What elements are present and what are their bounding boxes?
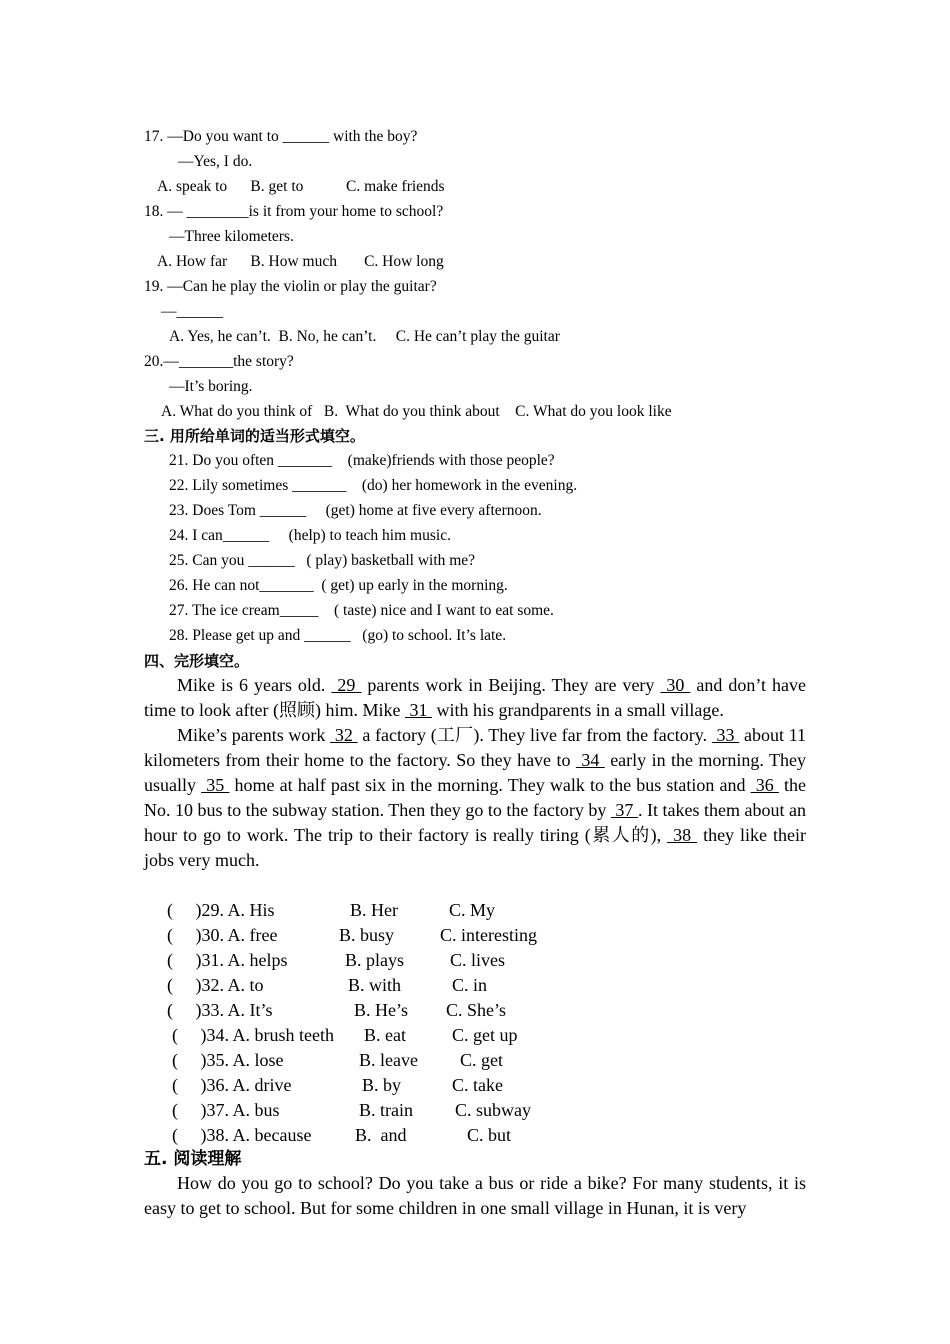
text: Mike’s parents work xyxy=(177,725,331,745)
blank-38: 38 xyxy=(667,825,698,845)
fill-item-28: 28. Please get up and ______ (go) to school. It’s late. xyxy=(169,627,507,644)
reading-passage xyxy=(144,1171,806,1221)
blank-36: 36 xyxy=(750,775,779,795)
blank-29: 29 xyxy=(331,675,362,695)
fill-item-25: 25. Can you ______ ( play) basketball with me? xyxy=(169,552,476,569)
blank-30: 30 xyxy=(660,675,691,695)
choice-35: ( )35. A. lose B. leave C. get xyxy=(172,1050,503,1070)
blank-35: 35 xyxy=(201,775,230,795)
blank-31: 31 xyxy=(404,700,432,720)
blank-37: 37 xyxy=(610,800,638,820)
text: they like their jobs very much. xyxy=(144,825,806,870)
question-18-options: A. How far B. How much C. How long xyxy=(157,253,444,270)
choice-32: ( )32. A. to B. with C. in xyxy=(167,975,488,995)
blank-32: 32 xyxy=(330,725,358,745)
text: home at half past six in the morning. They walk to the bus station and xyxy=(229,775,751,795)
fill-item-26: 26. He can not_______ ( get) up early in the morning. xyxy=(169,577,508,594)
question-19-options: A. Yes, he can’t. B. No, he can’t. C. He can’t play the guitar xyxy=(169,328,560,345)
text: Mike is 6 years old. xyxy=(177,675,332,695)
text: . It takes them about an hour to go to work. The trip to their factory is really tiring (累人的), xyxy=(144,800,807,845)
choice-36: ( )36. A. drive B. by C. take xyxy=(172,1075,503,1095)
text: and don’t have time to look after (照顾) him. Mike xyxy=(144,675,807,720)
choice-33: ( )33. A. It’s B. He’s C. She’s xyxy=(167,1000,507,1020)
question-20-answer: —It’s boring. xyxy=(169,378,253,395)
text: early in the morning. They usually xyxy=(144,750,807,795)
text: the No. 10 bus to the subway station. Then they go to the factory by xyxy=(144,775,806,820)
question-18-answer: —Three kilometers. xyxy=(169,228,294,245)
fill-item-22: 22. Lily sometimes _______ (do) her homework in the evening. xyxy=(169,477,578,494)
section3-heading: 三. 用所给单词的适当形式填空。 xyxy=(144,427,365,445)
cloze-paragraph-1 xyxy=(144,673,806,723)
text: a factory (工厂). They live far from the factory. xyxy=(357,725,712,745)
fill-item-21: 21. Do you often _______ (make)friends with those people? xyxy=(169,452,555,469)
section4-heading: 四、完形填空。 xyxy=(144,652,250,670)
text: parents work in Beijing. They are very xyxy=(361,675,661,695)
question-19: 19. —Can he play the violin or play the guitar? xyxy=(144,278,437,295)
choice-37: ( )37. A. bus B. train C. subway xyxy=(172,1100,531,1120)
question-20-options: A. What do you think of B. What do you think about C. What do you look like xyxy=(161,403,672,420)
question-17-answer: —Yes, I do. xyxy=(178,153,253,170)
cloze-paragraph-2 xyxy=(144,723,806,873)
question-18: 18. — ________is it from your home to school? xyxy=(144,203,444,220)
fill-item-24: 24. I can______ (help) to teach him music. xyxy=(169,527,451,544)
choice-38: ( )38. A. because B. and C. but xyxy=(172,1125,512,1145)
question-17-options: A. speak to B. get to C. make friends xyxy=(157,178,445,195)
text: with his grandparents in a small village. xyxy=(431,700,724,720)
choice-34: ( )34. A. brush teeth B. eat C. get up xyxy=(172,1025,518,1045)
fill-item-23: 23. Does Tom ______ (get) home at five every afternoon. xyxy=(169,502,542,519)
cloze-passage xyxy=(144,673,806,873)
blank-33: 33 xyxy=(711,725,740,745)
question-19-answer: —______ xyxy=(161,303,223,320)
text: about 11 kilometers from their home to the factory. So they have to xyxy=(144,725,807,770)
choice-29: ( )29. A. His B. Her C. My xyxy=(167,900,496,920)
fill-item-27: 27. The ice cream_____ ( taste) nice and I want to eat some. xyxy=(169,602,554,619)
question-20: 20.—_______the story? xyxy=(144,353,294,370)
section5-heading: 五. 阅读理解 xyxy=(144,1149,242,1169)
question-17: 17. —Do you want to ______ with the boy? xyxy=(144,128,418,145)
reading-paragraph-1: How do you go to school? Do you take a bus or ride a bike? For many students, it is easy to get to school. But for some children in one small village in Hunan, it is very xyxy=(144,1173,806,1218)
choice-30: ( )30. A. free B. busy C. interesting xyxy=(167,925,537,945)
choice-31: ( )31. A. helps B. plays C. lives xyxy=(167,950,506,970)
blank-34: 34 xyxy=(575,750,605,770)
